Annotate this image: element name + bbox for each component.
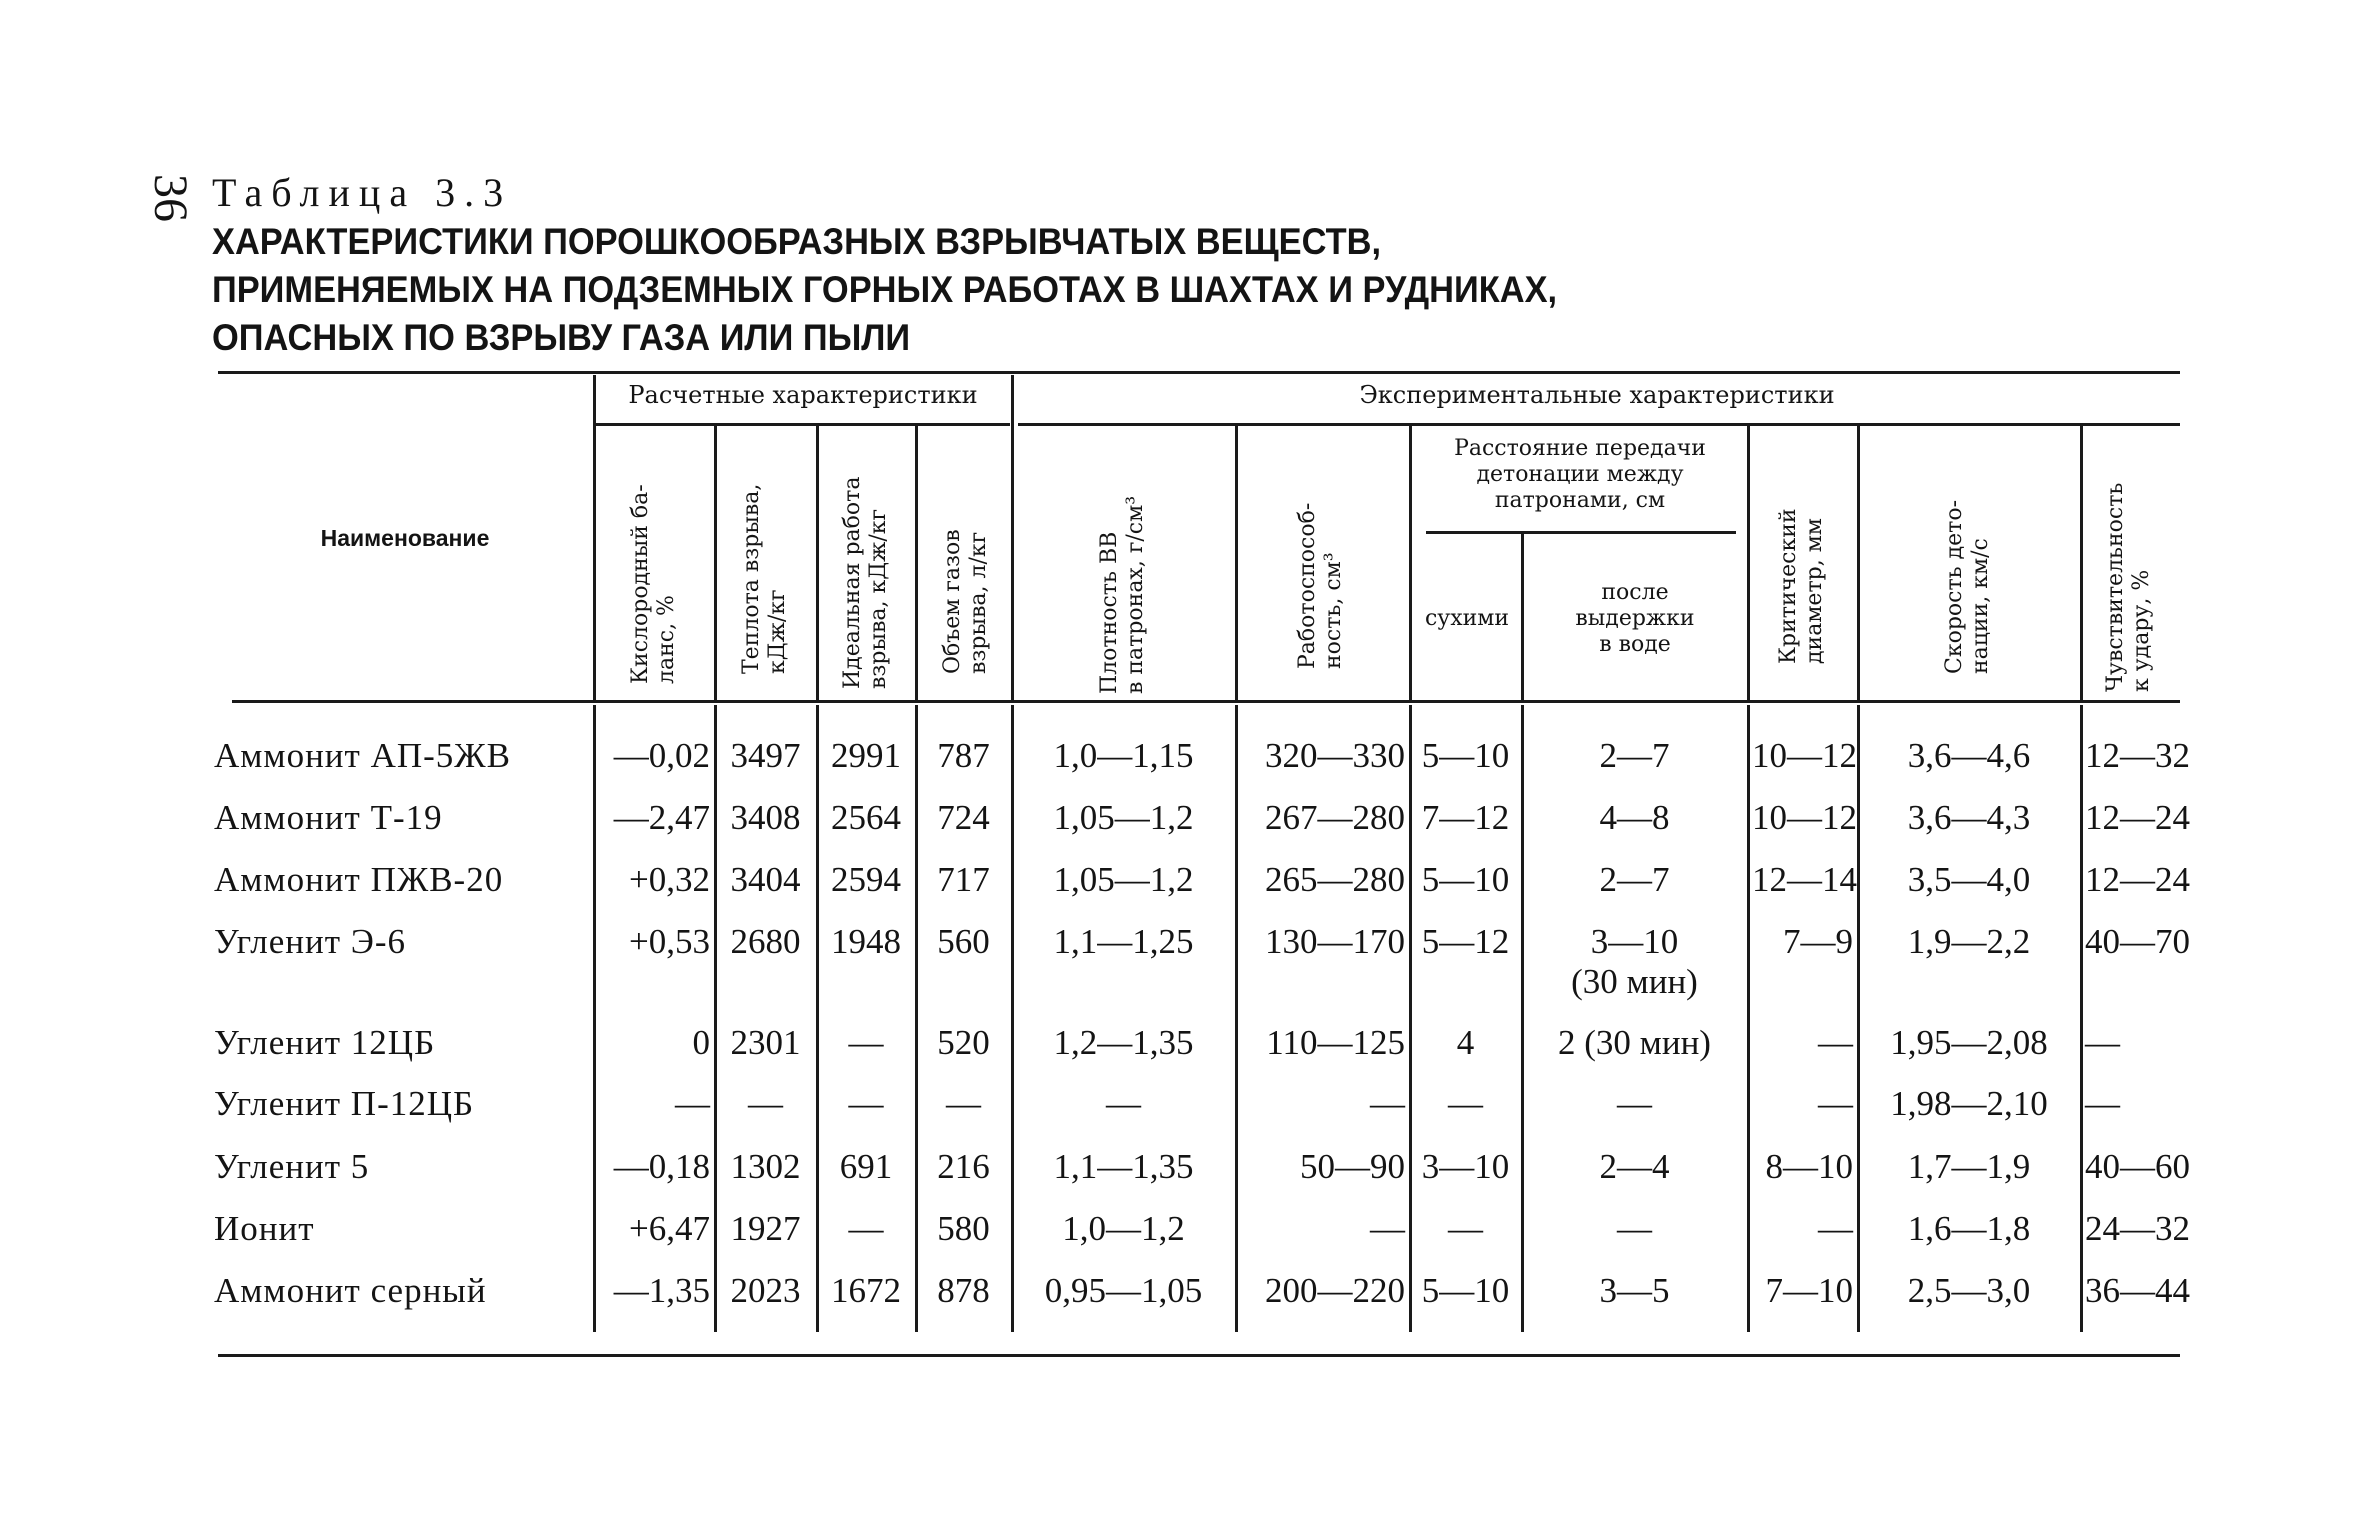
header-speed: Скорость дето- нации, км/с xyxy=(1942,499,1993,674)
group-rule-calc xyxy=(595,423,1010,426)
transfer-sub-rule xyxy=(1426,531,1736,534)
cell-oxygen: —1,35 xyxy=(613,1271,710,1310)
header-group-calc: Расчетные характеристики xyxy=(628,381,978,409)
cell-density: 0,95—1,05 xyxy=(1044,1271,1203,1310)
cell-heat: 2023 xyxy=(730,1271,801,1310)
row-name: Аммонит АП-5ЖВ xyxy=(214,736,511,775)
cell-speed: 1,7—1,9 xyxy=(1907,1147,2031,1186)
cell-water: 2—7 xyxy=(1599,860,1670,899)
col-sep-body xyxy=(1011,705,1014,1332)
cell-diameter: 10—12 xyxy=(1752,798,1857,837)
cell-heat: 3408 xyxy=(730,798,801,837)
cell-speed: 1,98—2,10 xyxy=(1890,1084,2048,1123)
cell-gas: 878 xyxy=(937,1271,990,1310)
header-sensitivity: Чувствительность к удару, % xyxy=(2103,482,2154,692)
header-heat: Теплота взрыва, кДж/кг xyxy=(739,483,790,674)
col-sep-body xyxy=(1747,705,1750,1332)
cell-density: 1,0—1,15 xyxy=(1053,736,1194,775)
cell-density: 1,0—1,2 xyxy=(1062,1209,1185,1248)
col-sep-header xyxy=(915,426,918,700)
cell-diameter: 7—10 xyxy=(1765,1271,1853,1310)
cell-dry: 5—10 xyxy=(1421,736,1510,775)
cell-density: 1,05—1,2 xyxy=(1053,860,1194,899)
table-bottom-rule xyxy=(218,1354,2180,1357)
cell-capacity: — xyxy=(1370,1084,1405,1123)
cell-sensitivity: 40—60 xyxy=(2085,1147,2190,1186)
cell-gas: 520 xyxy=(937,1023,990,1062)
row-name: Аммонит серный xyxy=(214,1271,487,1310)
row-name: Угленит 12ЦБ xyxy=(214,1023,436,1062)
cell-capacity: 130—170 xyxy=(1265,922,1405,961)
cell-density: 1,1—1,35 xyxy=(1053,1147,1194,1186)
header-gas: Объем газов взрыва, л/кг xyxy=(940,529,991,674)
page-number: 36 xyxy=(144,174,197,222)
cell-gas: 580 xyxy=(937,1209,990,1248)
header-name: Наименование xyxy=(320,525,490,551)
col-sep-header xyxy=(1235,426,1238,700)
cell-dry: — xyxy=(1448,1084,1483,1123)
cell-capacity: 320—330 xyxy=(1265,736,1405,775)
cell-work: 691 xyxy=(839,1147,893,1186)
cell-oxygen: —2,47 xyxy=(613,798,710,837)
cell-diameter: — xyxy=(1818,1023,1853,1062)
cell-dry: 4 xyxy=(1456,1023,1475,1062)
cell-sensitivity: 40—70 xyxy=(2085,922,2190,961)
row-name: Аммонит ПЖВ-20 xyxy=(214,860,504,899)
header-dry: сухими xyxy=(1424,606,1510,631)
cell-diameter: 7—9 xyxy=(1783,922,1853,961)
cell-density: 1,2—1,35 xyxy=(1053,1023,1194,1062)
cell-sensitivity: 24—32 xyxy=(2085,1209,2190,1248)
row-name: Угленит 5 xyxy=(214,1147,370,1186)
cell-diameter: — xyxy=(1818,1084,1853,1123)
cell-sensitivity: — xyxy=(2085,1023,2120,1062)
cell-work: — xyxy=(848,1023,884,1062)
cell-dry: — xyxy=(1448,1209,1483,1248)
col-sep-body xyxy=(714,705,717,1332)
cell-capacity: 200—220 xyxy=(1265,1271,1405,1310)
cell-capacity: 267—280 xyxy=(1265,798,1405,837)
header-diameter: Критический диаметр, мм xyxy=(1776,508,1827,664)
cell-oxygen: — xyxy=(675,1084,710,1123)
header-density: Плотность ВВ в патронах, г/см³ xyxy=(1097,495,1148,694)
cell-work: 2564 xyxy=(831,798,901,837)
cell-oxygen: +0,32 xyxy=(629,860,710,899)
col-sep-body xyxy=(593,705,596,1332)
row-name: Угленит Э-6 xyxy=(214,922,407,961)
cell-heat: 1302 xyxy=(730,1147,801,1186)
cell-density: 1,05—1,2 xyxy=(1053,798,1194,837)
table-top-rule xyxy=(218,371,2180,374)
cell-water: 2—4 xyxy=(1599,1147,1670,1186)
group-rule-exp xyxy=(1018,423,2180,426)
cell-gas: — xyxy=(946,1084,981,1123)
cell-water: 2—7 xyxy=(1599,736,1670,775)
col-sep-header xyxy=(714,426,717,700)
header-capacity: Работоспособ- ность, см³ xyxy=(1295,502,1346,669)
row-name: Ионит xyxy=(214,1209,315,1248)
cell-capacity: 265—280 xyxy=(1265,860,1405,899)
header-group-exp: Экспериментальные характеристики xyxy=(1359,381,1835,409)
cell-work: — xyxy=(848,1209,884,1248)
cell-work: — xyxy=(848,1084,884,1123)
cell-oxygen: —0,02 xyxy=(613,736,710,775)
cell-water: — xyxy=(1617,1084,1652,1123)
cell-gas: 216 xyxy=(937,1147,990,1186)
cell-speed: 3,6—4,6 xyxy=(1907,736,2031,775)
cell-water: 2 (30 мин) xyxy=(1558,1023,1711,1062)
cell-diameter: 10—12 xyxy=(1752,736,1857,775)
cell-speed: 1,9—2,2 xyxy=(1907,922,2031,961)
cell-oxygen: +0,53 xyxy=(629,922,710,961)
cell-oxygen: —0,18 xyxy=(613,1147,710,1186)
row-name: Угленит П-12ЦБ xyxy=(214,1084,475,1123)
col-sep-header xyxy=(1409,426,1412,700)
cell-heat: 3497 xyxy=(730,736,801,775)
title-line-2: ПРИМЕНЯЕМЫХ НА ПОДЗЕМНЫХ ГОРНЫХ РАБОТАХ В ШАХТАХ И РУДНИКАХ, xyxy=(212,269,1558,310)
col-sep-body xyxy=(1235,705,1238,1332)
cell-gas: 787 xyxy=(937,736,990,775)
cell-heat: 2680 xyxy=(730,922,801,961)
cell-water: 3—5 xyxy=(1599,1271,1670,1310)
cell-sensitivity: 12—32 xyxy=(2085,736,2190,775)
cell-oxygen: +6,47 xyxy=(629,1209,710,1248)
col-sep-header xyxy=(593,375,596,700)
cell-water-note: (30 мин) xyxy=(1571,962,1698,1001)
cell-diameter: — xyxy=(1818,1209,1853,1248)
cell-sensitivity: 12—24 xyxy=(2085,798,2190,837)
row-name: Аммонит Т-19 xyxy=(214,798,443,837)
cell-work: 1672 xyxy=(831,1271,901,1310)
header-work: Идеальная работа взрыва, кДж/кг xyxy=(840,476,891,689)
cell-water: — xyxy=(1617,1209,1652,1248)
cell-water: 4—8 xyxy=(1599,798,1670,837)
col-sep-header xyxy=(1521,534,1524,700)
cell-dry: 5—10 xyxy=(1421,860,1510,899)
cell-sensitivity: — xyxy=(2085,1084,2120,1123)
table-caption: Таблица 3.3 xyxy=(212,170,513,215)
cell-diameter: 8—10 xyxy=(1765,1147,1853,1186)
col-sep-header xyxy=(816,426,819,700)
cell-heat: 3404 xyxy=(730,860,801,899)
header-bottom-rule xyxy=(232,700,2180,703)
cell-oxygen: 0 xyxy=(692,1023,710,1062)
cell-heat: 2301 xyxy=(730,1023,801,1062)
header-transfer: Расстояние передачи детонации между патронами, см xyxy=(1454,436,1706,513)
col-sep-header xyxy=(1747,426,1750,700)
cell-work: 2991 xyxy=(831,736,901,775)
cell-density: — xyxy=(1106,1084,1141,1123)
cell-speed: 3,6—4,3 xyxy=(1907,798,2031,837)
cell-heat: — xyxy=(748,1084,783,1123)
col-sep-body xyxy=(1409,705,1412,1332)
col-sep-header xyxy=(1011,375,1014,700)
title-line-3: ОПАСНЫХ ПО ВЗРЫВУ ГАЗА ИЛИ ПЫЛИ xyxy=(212,317,911,358)
cell-diameter: 12—14 xyxy=(1752,860,1857,899)
cell-dry: 5—10 xyxy=(1421,1271,1510,1310)
cell-dry: 3—10 xyxy=(1421,1147,1510,1186)
cell-speed: 1,6—1,8 xyxy=(1907,1209,2031,1248)
cell-capacity: 110—125 xyxy=(1266,1023,1405,1062)
cell-heat: 1927 xyxy=(730,1209,801,1248)
title-line-1: ХАРАКТЕРИСТИКИ ПОРОШКООБРАЗНЫХ ВЗРЫВЧАТЫХ ВЕЩЕСТВ, xyxy=(212,221,1382,262)
header-oxygen: Кислородный ба- ланс, % xyxy=(628,484,679,684)
col-sep-body xyxy=(2080,705,2083,1332)
cell-gas: 724 xyxy=(937,798,990,837)
cell-density: 1,1—1,25 xyxy=(1053,922,1194,961)
col-sep-body xyxy=(1857,705,1860,1332)
col-sep-body xyxy=(816,705,819,1332)
cell-dry: 7—12 xyxy=(1421,798,1510,837)
cell-work: 1948 xyxy=(831,922,901,961)
cell-speed: 1,95—2,08 xyxy=(1890,1023,2048,1062)
cell-sensitivity: 36—44 xyxy=(2085,1271,2190,1310)
header-water: после выдержки в воде xyxy=(1575,580,1695,657)
cell-work: 2594 xyxy=(831,860,901,899)
cell-dry: 5—12 xyxy=(1421,922,1510,961)
cell-capacity: 50—90 xyxy=(1300,1147,1405,1186)
cell-gas: 717 xyxy=(937,860,990,899)
col-sep-body xyxy=(915,705,918,1332)
cell-speed: 2,5—3,0 xyxy=(1907,1271,2031,1310)
col-sep-body xyxy=(1521,705,1524,1332)
col-sep-header xyxy=(1857,426,1860,700)
cell-capacity: — xyxy=(1370,1209,1405,1248)
col-sep-header xyxy=(2080,426,2083,700)
cell-speed: 3,5—4,0 xyxy=(1907,860,2031,899)
cell-gas: 560 xyxy=(937,922,990,961)
cell-sensitivity: 12—24 xyxy=(2085,860,2190,899)
table-title xyxy=(212,218,2053,362)
cell-water: 3—10 xyxy=(1590,922,1679,961)
